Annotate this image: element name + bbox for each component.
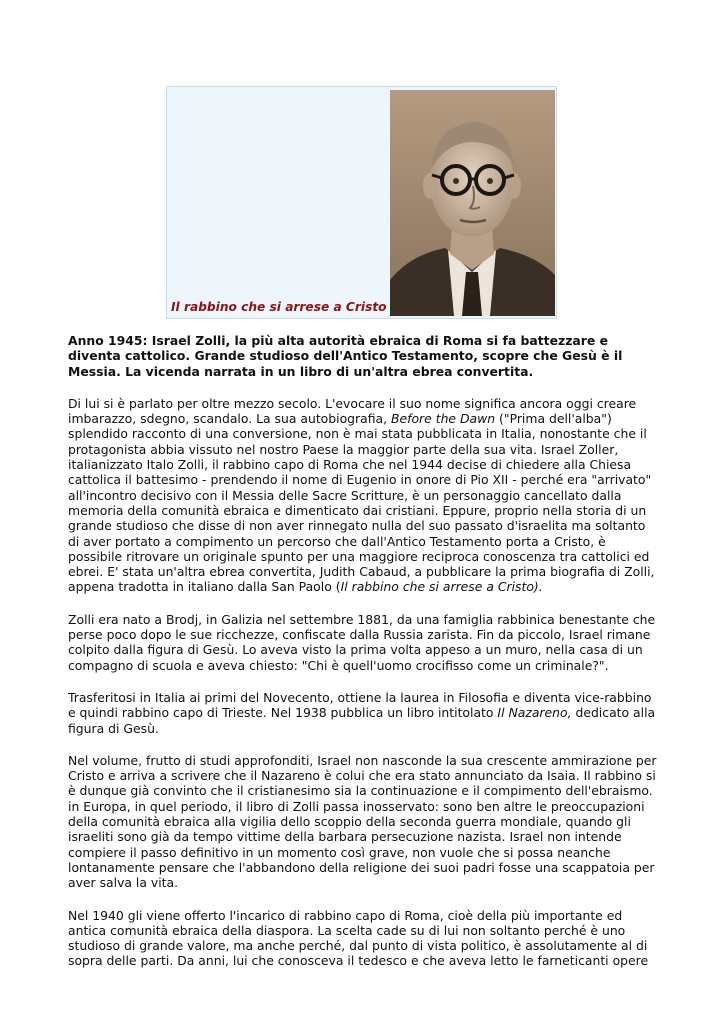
article-lead: Anno 1945: Israel Zolli, la più alta autorità ebraica di Roma si fa battezzare e diventa cattolico. Grande studioso dell'Antico Testamento, scopre che Gesù è il Messia. La vicenda narrata in un libro di un'altra ebrea convertita.	[68, 333, 623, 379]
paragraph-4: Nel volume, frutto di studi approfonditi, Israel non nasconde la sua crescente ammirazione per Cristo e arriva a scrivere che il Nazareno è colui che era stato annunciato da Isaia. Il rabbino si è dunque già convinto che il cristianesimo sia la continuazione e il compimento dell'ebraismo. in Europa, in quel periodo, il libro di Zolli passa inosservato: sono ben altre le preoccupazioni della comunità ebraica alla vigilia dello scoppio della seconda guerra mondiale, quando gli israeliti sono già da tempo vittime della barbara persecuzione nazista. Israel non intende compiere il passo definitivo in un momento così grave, non vuole che si possa neanche lontanamente pensare che l'abbandono della religione dei suoi padri fosse una scappatoia per aver salva la vita.	[68, 752, 657, 891]
paragraph-1	[68, 396, 658, 595]
paragraph-2: Zolli era nato a Brodj, in Galizia nel settembre 1881, da una famiglia rabbinica benestante che perse poco dopo le sue ricchezze, confiscate dalla Russia zarista. Fin da piccolo, Israel rimane colpito dalla figura di Gesù. Lo aveva visto la prima volta appeso a un muro, nella casa di un compagno di scuola e aveva chiesto: "Chi è quell'uomo crocifisso come un criminale?".	[68, 611, 656, 673]
paragraph-1-text-b: ("Prima dell'alba") splendido racconto di una conversione, non è mai stata pubblicata in Italia, nonostante che il protagonista abbia vissuto nel nostro Paese la maggior parte della sua vita. Israel Zoller, italianizzato Italo Zolli, il rabbino capo di Roma che nel 1944 decise di chiedere alla Chiesa cattolica il battesimo - prendendo il nome di Eugenio in onore di Pio XII - perché era "arrivato" all'incontro decisivo con il Messia delle Sacre Scritture, è un personaggio cancellato dalla memoria della comunità ebraica e dimenticato dai cristiani. Eppure, proprio nella storia di un grande studioso che disse di non aver rinnegato nulla del suo passato d'israelita ma soltanto di aver portato a compimento un percorso che dall'Antico Testamento porta a Cristo, è possibile ritrovare un originale spunto per una maggiore reciproca conoscenza tra cattolici ed ebrei. E' stata un'altra ebrea convertita, Judith Cabaud, a pubblicare la prima biografia di Zolli, appena tradotta in italiano dalla San Paolo (	[68, 411, 655, 595]
book-title-il-rabbino: Il rabbino che si arrese a Cristo).	[340, 579, 543, 595]
paragraph-1-text-a: Di lui si è parlato per oltre mezzo secolo. L'evocare il suo nome significa ancora oggi creare imbarazzo, sdegno, scandalo. La sua autobiografia,	[68, 395, 637, 427]
paragraph-5: Nel 1940 gli viene offerto l'incarico di rabbino capo di Roma, cioè della più importante ed antica comunità ebraica della diaspora. La scelta cade su di lui non soltanto perché è uno studioso di grande valore, ma anche perché, dal punto di vista politico, è assolutamente al di sopra delle parti. Da anni, lui che conosceva il tedesco e che aveva letto le farneticanti opere	[68, 907, 649, 969]
paragraph-3-text-a: Trasferitosi in Italia ai primi del Novecento, ottiene la laurea in Filosofia e diventa vice-rabbino e quindi rabbino capo di Trieste. Nel 1938 pubblica un libro intitolato	[68, 689, 652, 721]
portrait-photo	[390, 90, 555, 316]
paragraph-3-text-b: dedicato alla figura di Gesù.	[68, 705, 656, 736]
book-title-before-the-dawn: Before the Dawn	[390, 411, 496, 427]
article-body	[68, 333, 658, 986]
photo-caption: Il rabbino che si arrese a Cristo	[171, 300, 387, 314]
book-title-il-nazareno: Il Nazareno,	[497, 705, 572, 721]
paragraph-3	[68, 690, 658, 736]
photo-figure	[166, 86, 557, 319]
